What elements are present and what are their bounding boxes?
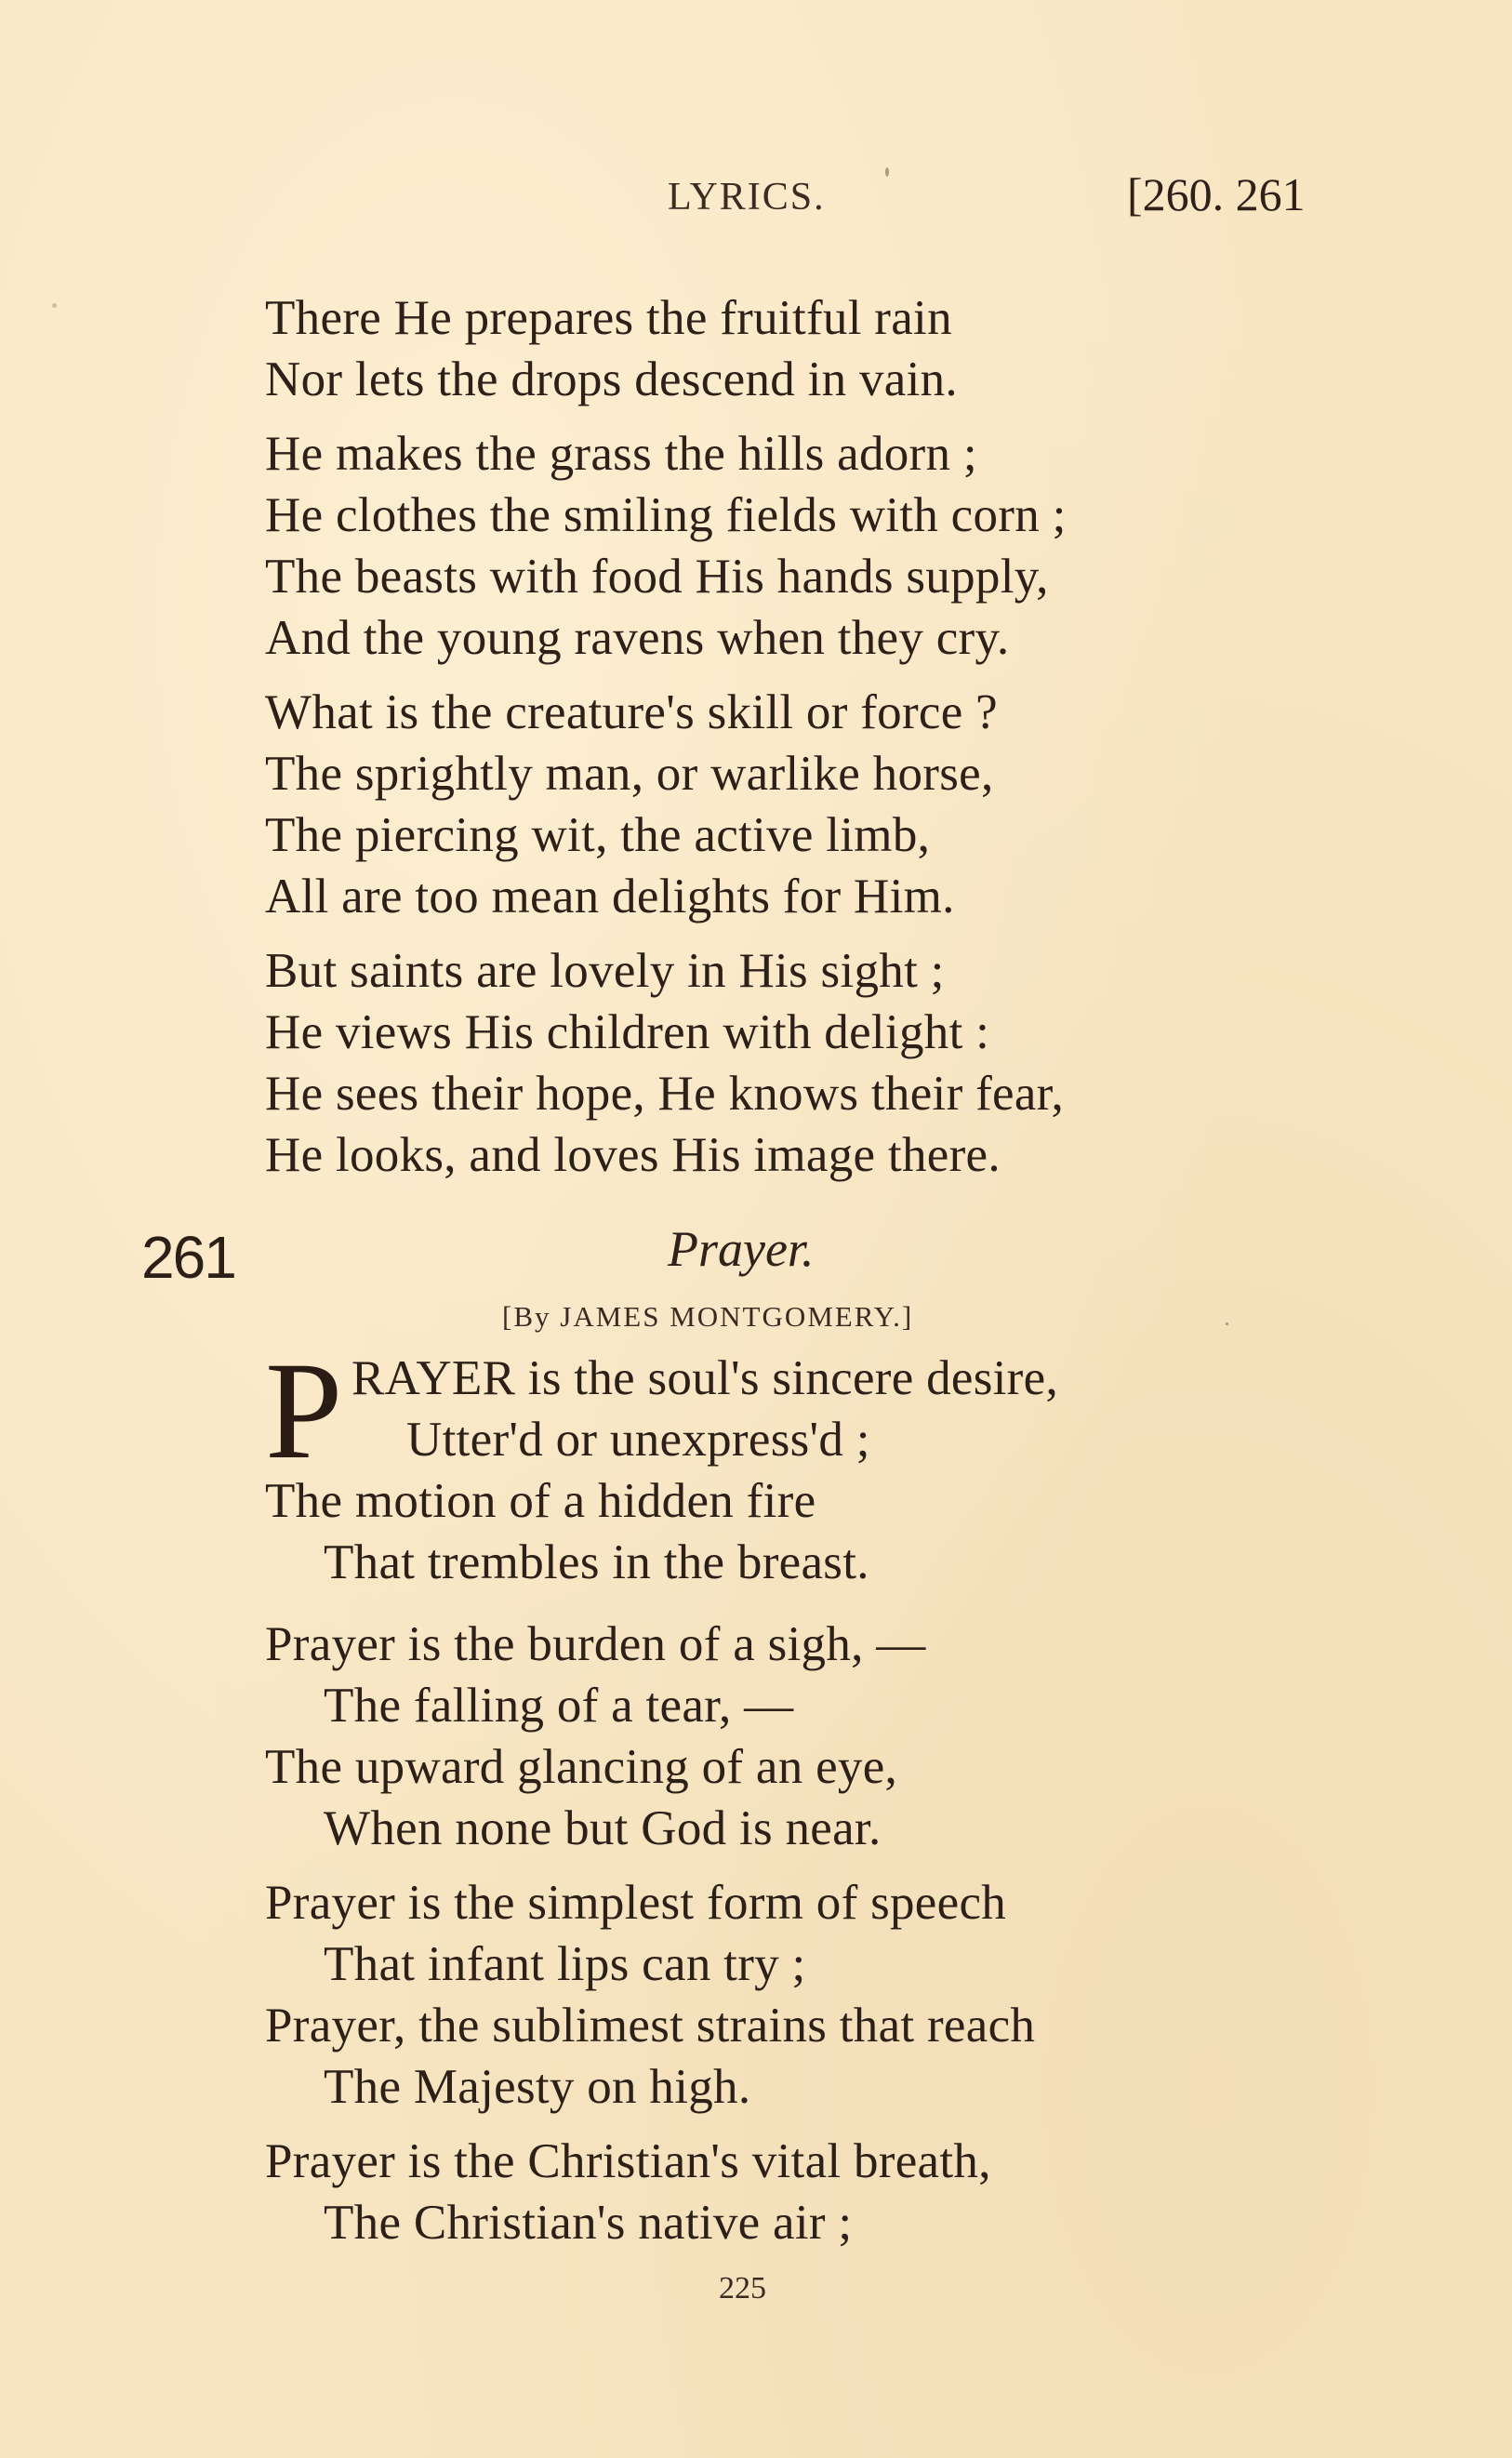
verse-line: He looks, and loves His image there.	[265, 1128, 1001, 1182]
verse-line: The beasts with food His hands supply,	[265, 550, 1049, 604]
verse-line: The upward glancing of an eye,	[265, 1740, 898, 1794]
verse-line: Prayer, the sublimest strains that reach	[265, 1999, 1036, 2053]
running-header-title: LYRICS.	[668, 176, 826, 219]
verse-line: RAYER is the soul's sincere desire,	[351, 1351, 1059, 1405]
verse-line: But saints are lovely in His sight ;	[265, 944, 945, 998]
verse-line: Nor lets the drops descend in vain.	[265, 352, 958, 406]
running-header-hymn-range: [260. 261	[1127, 168, 1306, 220]
verse-line: The falling of a tear, —	[324, 1679, 794, 1733]
ink-speck	[1226, 1322, 1228, 1325]
verse-line: The motion of a hidden fire	[265, 1474, 816, 1528]
ink-speck	[52, 303, 57, 308]
verse-line: Prayer is the simplest form of speech	[265, 1876, 1007, 1930]
verse-line: He sees their hope, He knows their fear,	[265, 1067, 1065, 1121]
verse-line: There He prepares the fruitful rain	[265, 291, 952, 345]
verse-line: Utter'd or unexpress'd ;	[406, 1413, 870, 1467]
verse-line: He makes the grass the hills adorn ;	[265, 427, 977, 481]
verse-line: That trembles in the breast.	[324, 1535, 869, 1589]
verse-line: The Christian's native air ;	[324, 2196, 853, 2250]
verse-line: He clothes the smiling fields with corn ;	[265, 488, 1067, 542]
verse-line: Prayer is the Christian's vital breath,	[265, 2134, 991, 2188]
ink-speck	[885, 167, 889, 177]
hymn-attribution: [By JAMES MONTGOMERY.]	[502, 1300, 914, 1333]
hymn-number: 261	[141, 1224, 235, 1291]
verse-line: What is the creature's skill or force ?	[265, 685, 998, 739]
hymn-title: Prayer.	[668, 1221, 815, 1277]
verse-line: The sprightly man, or warlike horse,	[265, 747, 994, 801]
verse-line: The Majesty on high.	[324, 2060, 751, 2114]
verse-line: He views His children with delight :	[265, 1005, 990, 1059]
drop-cap: P	[265, 1334, 343, 1488]
page-number: 225	[719, 2271, 766, 2305]
verse-line: When none but God is near.	[324, 1801, 882, 1855]
verse-line: The piercing wit, the active limb,	[265, 808, 931, 862]
verse-line: And the young ravens when they cry.	[265, 611, 1010, 665]
verse-line: Prayer is the burden of a sigh, —	[265, 1617, 926, 1671]
verse-line: That infant lips can try ;	[324, 1937, 806, 1991]
verse-line: All are too mean delights for Him.	[265, 870, 955, 923]
